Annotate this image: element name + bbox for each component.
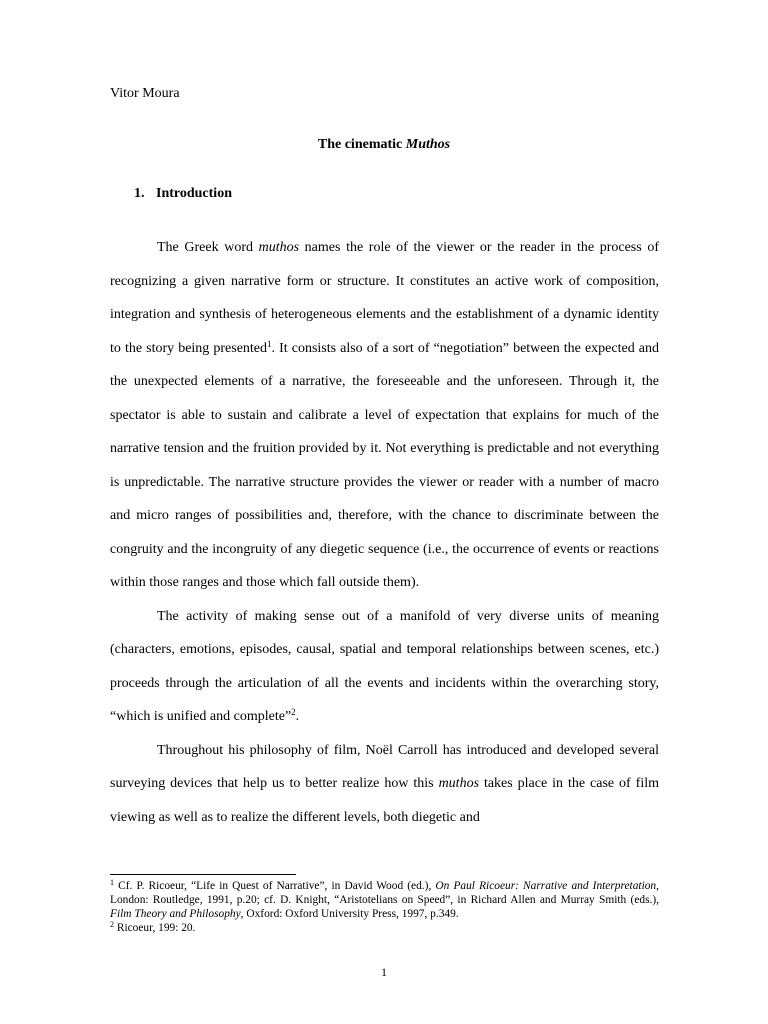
footnote-1: [110, 879, 659, 921]
paragraph-1-text-a: The Greek word: [157, 240, 259, 255]
paragraph-3-text-c: takes place in the case of film viewing as well as to realize the different levels, both diegetic and: [110, 776, 659, 825]
paragraph-3: [110, 734, 659, 835]
footnote-2-text: Ricoeur, 199: 20.: [114, 922, 196, 934]
footnote-1-text-e: , Oxford: Oxford University Press, 1997, p.349.: [240, 908, 459, 920]
paragraph-1-text-c: names the role of the viewer or the reader in the process of recognizing a given narrative form or structure. It constitutes an active work of composition, integration and synthesis of heterogeneous elements and the establishment of a dynamic identity to the story being presented: [110, 240, 659, 356]
section-title: Introduction: [156, 186, 232, 201]
page-number: 1: [381, 965, 387, 979]
paragraph-3-italic: muthos: [438, 776, 480, 791]
paragraph-2-text-a: The activity of making sense out of a manifold of very diverse units of meaning (characters, emotions, episodes, causal, spatial and temporal relationships between scenes, etc.) proceeds through the articulation of all the events and incidents within the overarching story, “which is unified and complete”: [110, 608, 659, 724]
footnote-ref-2[interactable]: 2: [291, 707, 296, 717]
footnote-1-italic-b: On Paul Ricoeur: Narrative and Interpretation: [435, 880, 657, 892]
section-heading: [134, 186, 232, 202]
paragraph-3-text-a: Throughout his philosophy of film, Noël Carroll has introduced and developed several surveying devices that help us to better realize how this: [110, 742, 659, 791]
title-italic: Muthos: [405, 137, 451, 152]
footnote-2-mark: 2: [110, 920, 114, 929]
body-text: [110, 231, 659, 834]
document-title: [0, 137, 768, 153]
footnote-ref-1[interactable]: 1: [267, 338, 272, 349]
paragraph-1-italic: muthos: [258, 240, 300, 255]
footnote-1-text-a: Cf. P. Ricoeur, “Life in Quest of Narrative”, in David Wood (ed.),: [114, 880, 436, 892]
footnote-2: [110, 921, 659, 935]
footnotes: [110, 879, 659, 935]
paragraph-1: [110, 231, 659, 600]
paragraph-1-text-d: . It consists also of a sort of “negotiation” between the expected and the unexpected elements of a narrative, the foreseeable and the unforeseen. Through it, the spectator is able to sustain and calibrate a level of expectation that explains for much of the narrative tension and the fruition provided by it. Not everything is predictable and not everything is unpredictable. The narrative structure provides the viewer or reader with a number of macro and micro ranges of possibilities and, therefore, with the chance to discriminate between the congruity and the incongruity of any diegetic sequence (i.e., the occurrence of events or reactions within those ranges and those which fall outside them).: [110, 340, 659, 590]
footnote-separator: [110, 874, 296, 875]
section-number: 1.: [134, 186, 145, 201]
footnote-1-text-c: , London: Routledge, 1991, p.20; cf. D. Knight, “Aristotelians on Speed”, in Richard Allen and Murray Smith (eds.),: [110, 880, 659, 906]
footnote-1-italic-d: Film Theory and Philosophy: [110, 908, 241, 920]
author-name: Vitor Moura: [110, 86, 180, 101]
footnote-1-mark: 1: [110, 878, 114, 887]
title-prefix: The cinematic: [317, 137, 406, 152]
paragraph-2-text-b: .: [295, 709, 300, 724]
paragraph-2: [110, 600, 659, 734]
